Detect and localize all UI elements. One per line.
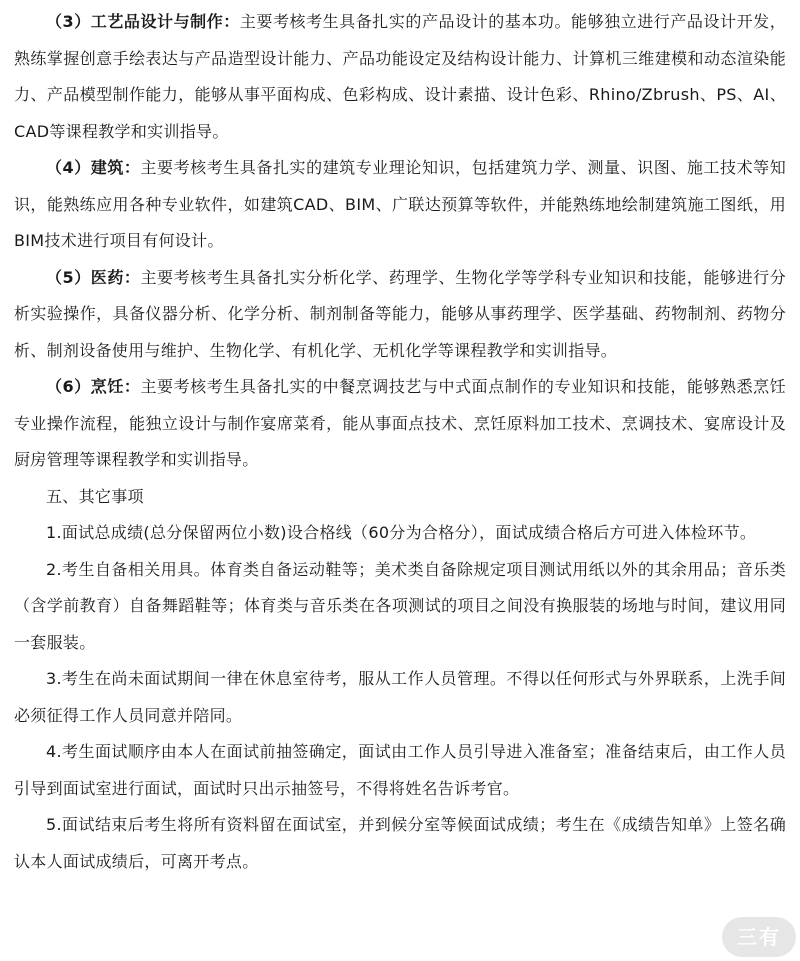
specialty-paragraph-crafts: [14, 4, 786, 150]
specialty-heading: （3）工艺品设计与制作：: [46, 12, 240, 31]
specialty-body: 主要考核考生具备扎实分析化学、药理学、生物化学等学科专业知识和技能，能够进行分析实验操作，具备仪器分析、化学分析、制剂制备等能力，能够从事药理学、医学基础、药物制剂、药物分析、制剂设备使用与维护、生物化学、有机化学、无机化学等课程教学和实训指导。: [14, 267, 786, 360]
section-five-item-4: 4.考生面试顺序由本人在面试前抽签确定，面试由工作人员引导进入准备室；准备结束后，由工作人员引导到面试室进行面试，面试时只出示抽签号，不得将姓名告诉考官。: [14, 742, 786, 798]
specialty-body: 主要考核考生具备扎实的中餐烹调技艺与中式面点制作的专业知识和技能，能够熟悉烹饪专业操作流程，能独立设计与制作宴席菜肴，能从事面点技术、烹饪原料加工技术、烹调技术、宴席设计及厨房管理等课程教学和实训指导。: [14, 377, 786, 469]
specialty-heading: （5）医药：: [46, 267, 141, 287]
specialty-heading: （4）建筑：: [46, 158, 141, 177]
section-five-title: 五、其它事项: [46, 486, 144, 506]
section-five-item-5: 5.面试结束后考生将所有资料留在面试室，并到候分室等候面试成绩；考生在《成绩告知单》上签名确认本人面试成绩后，可离开考点。: [14, 815, 786, 871]
section-five-item-1: 1.面试总成绩(总分保留两位小数)设合格线（60分为合格分），面试成绩合格后方可进入体检环节。: [46, 523, 757, 542]
document-page: [14, 4, 786, 880]
specialty-paragraph-architecture: [14, 150, 786, 260]
watermark-logo: 三有: [722, 917, 796, 957]
specialty-body: 主要考核考生具备扎实的产品设计的基本功。能够独立进行产品设计开发，熟练掌握创意手绘表达与产品造型设计能力、产品功能设定及结构设计能力、计算机三维建模和动态渲染能力、产品模型制作能力，能够从事平面构成、色彩构成、设计素描、设计色彩、Rhino/Zbrush、PS、AI、CAD等课程教学和实训指导。: [14, 12, 787, 141]
specialty-paragraph-cooking: [14, 369, 786, 479]
specialty-paragraph-medicine: [14, 260, 786, 370]
section-five-item-2: 2.考生自备相关用具。体育类自备运动鞋等；美术类自备除规定项目测试用纸以外的其余用品；音乐类（含学前教育）自备舞蹈鞋等；体育类与音乐类在各项测试的项目之间没有换服装的场地与时间，建议用同一套服装。: [14, 559, 786, 652]
specialty-heading: （6）烹饪：: [46, 377, 141, 396]
specialty-body: 主要考核考生具备扎实的建筑专业理论知识，包括建筑力学、测量、识图、施工技术等知识，能熟练应用各种专业软件，如建筑CAD、BIM、广联达预算等软件，并能熟练地绘制建筑施工图纸，用BIM技术进行项目有何设计。: [14, 158, 786, 250]
section-five-item-3: 3.考生在尚未面试期间一律在休息室待考，服从工作人员管理。不得以任何形式与外界联系，上洗手间必须征得工作人员同意并陪同。: [14, 669, 786, 725]
